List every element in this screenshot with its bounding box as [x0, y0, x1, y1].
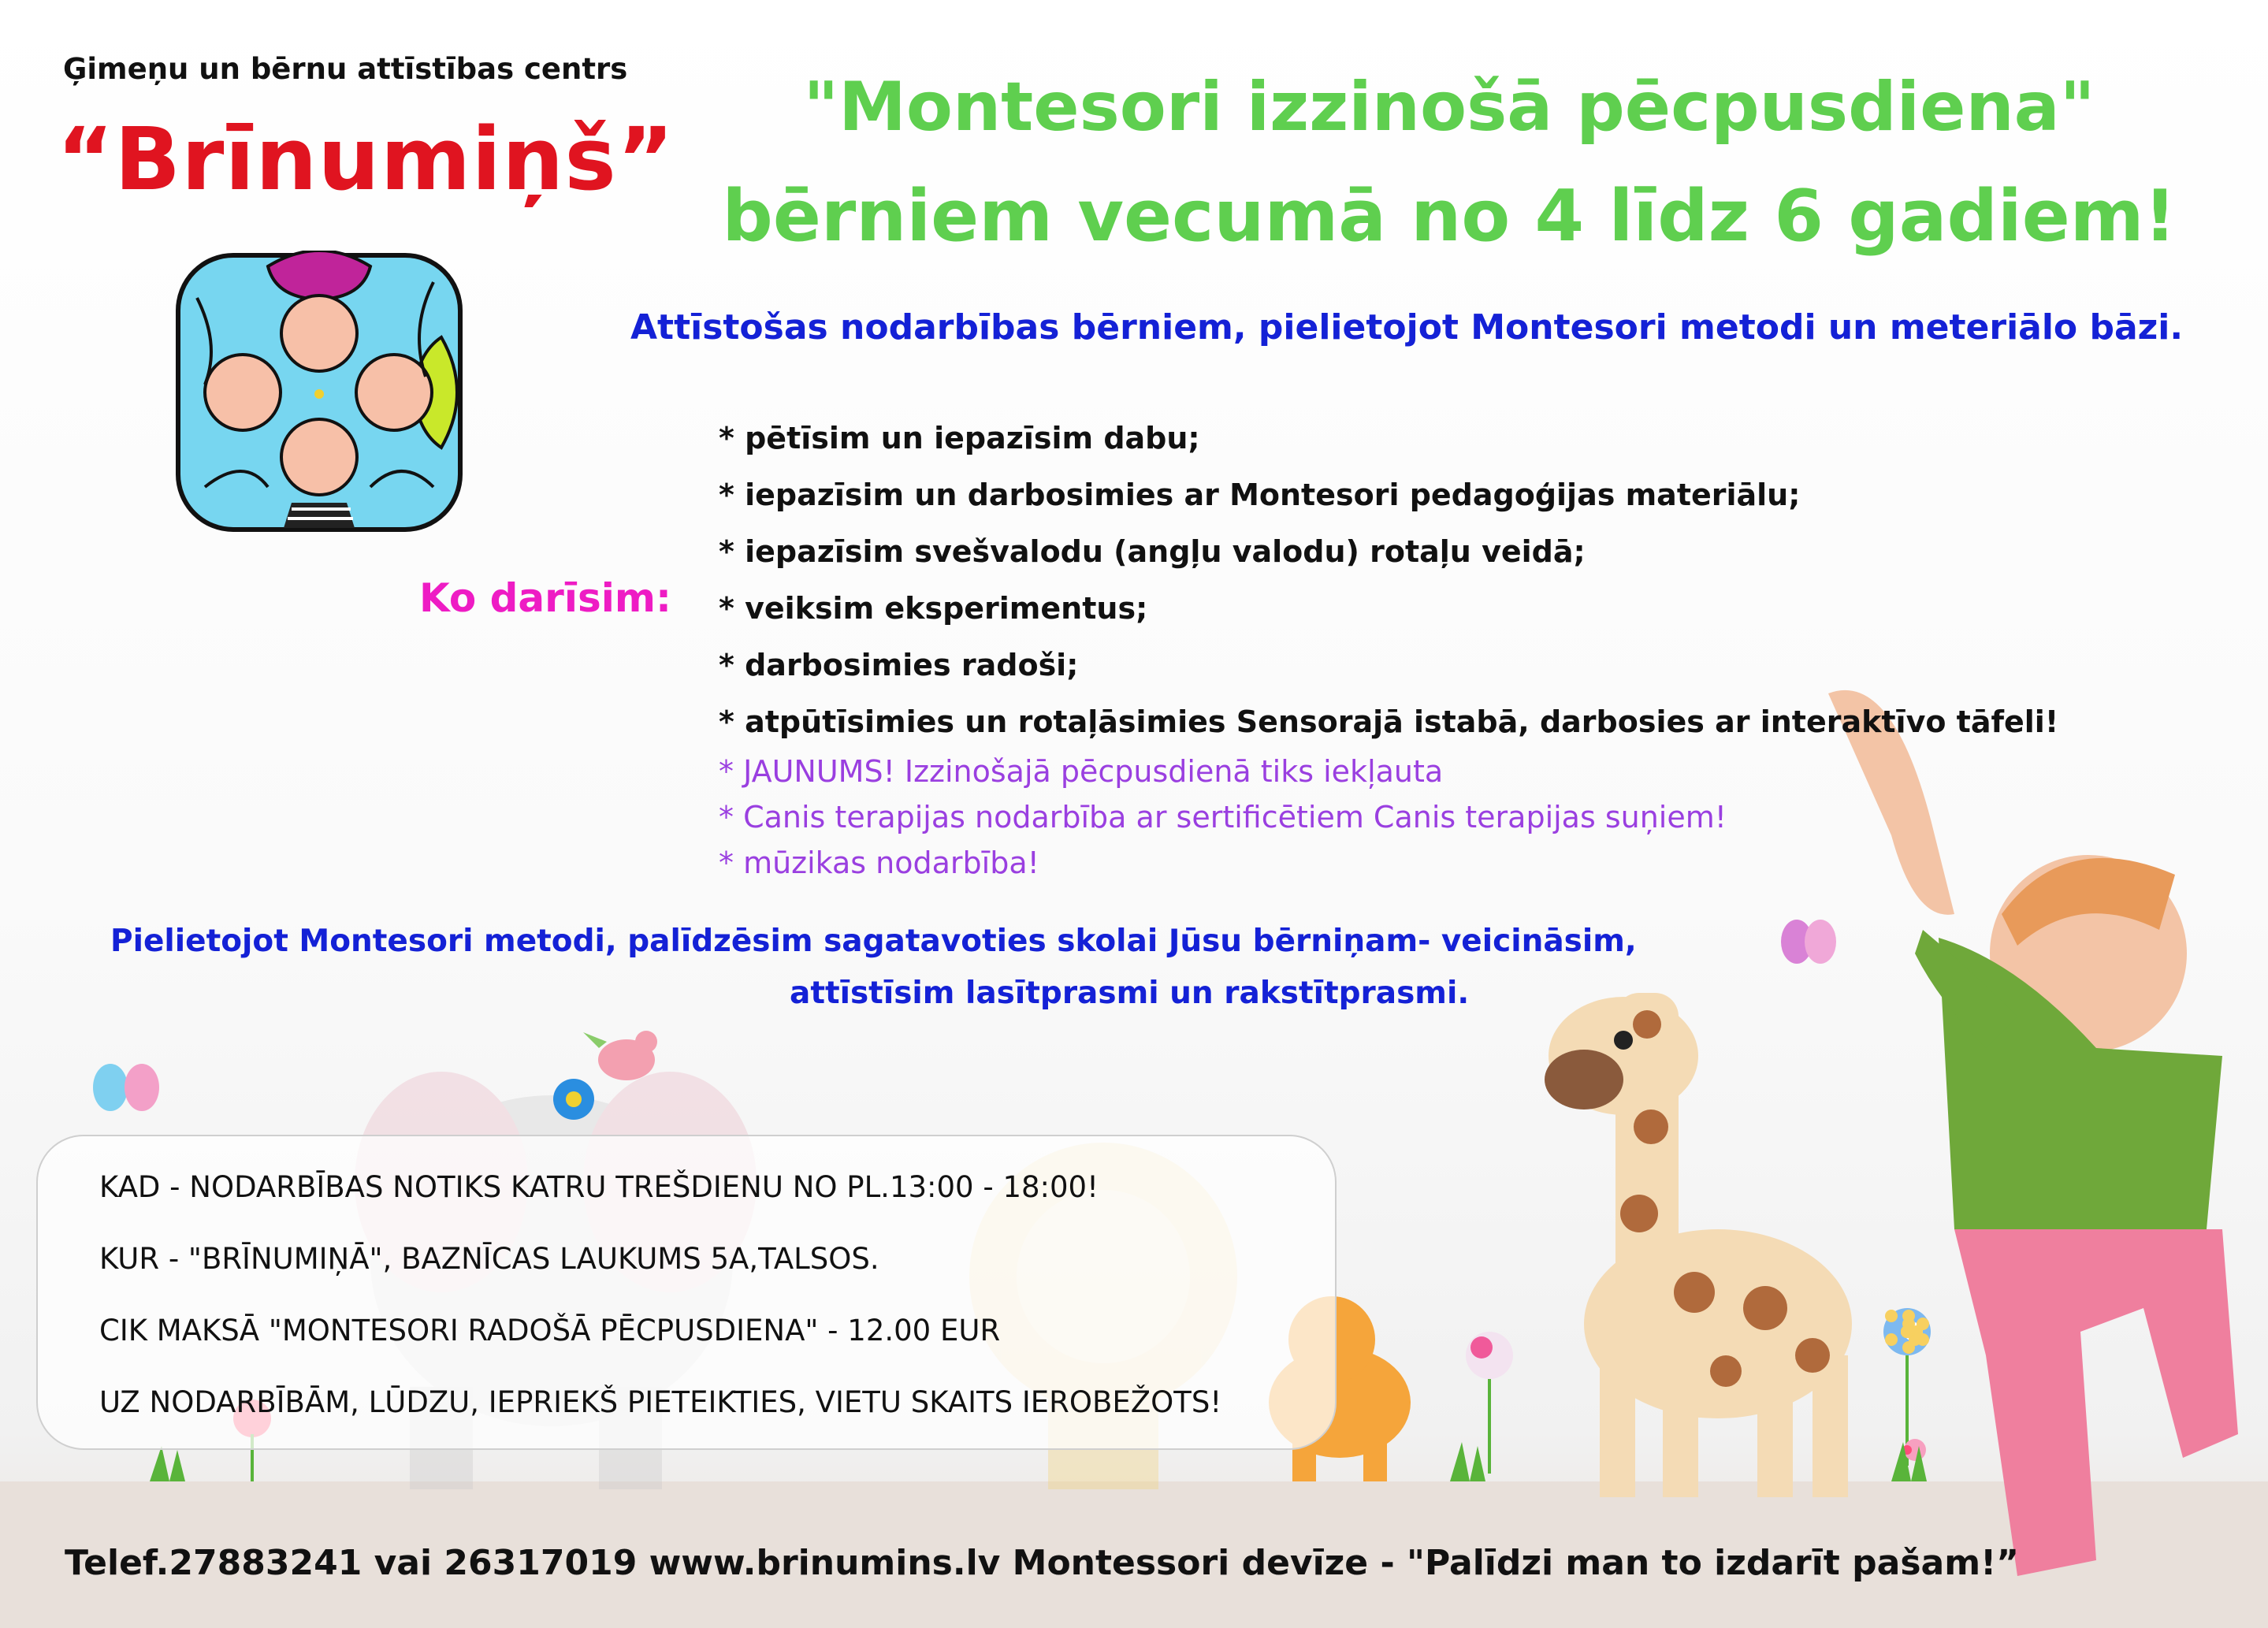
activities-label: Ko darīsim:: [419, 575, 671, 621]
main-title-line2: bērniem vecumā no 4 līdz 6 gadiem!: [722, 175, 2177, 258]
list-item: * mūzikas nodarbība!: [719, 846, 1039, 880]
intro-text: Attīstošas nodarbības bērniem, pielietojot Montesori metodi un meteriālo bāzi.: [630, 307, 2184, 348]
list-item: * iepazīsim un darbosimies ar Montesori pedagoģijas materiālu;: [719, 478, 1801, 512]
list-item: * darbosimies radoši;: [719, 648, 1079, 682]
paragraph-line1: Pielietojot Montesori metodi, palīdzēsim sagatavoties skolai Jūsu bērniņam- veicināsim,: [110, 924, 1637, 959]
logo-children-circle: [173, 251, 465, 534]
child-illustration: [1828, 690, 2238, 1576]
paragraph-line2: attīstīsim lasītprasmi un rakstītprasmi.: [790, 976, 1470, 1011]
main-title-line1: "Montesori izzinošā pēcpusdiena": [803, 68, 2095, 147]
brand-name: “Brīnumiņš”: [57, 109, 675, 210]
info-where: KUR - "BRĪNUMIŅĀ", BAZNĪCAS LAUKUMS 5A,TALSOS.: [99, 1242, 879, 1276]
info-when: KAD - NODARBĪBAS NOTIKS KATRU TREŠDIENU NO PL.13:00 - 18:00!: [99, 1170, 1099, 1204]
list-item: * Canis terapijas nodarbība ar sertificētiem Canis terapijas suņiem!: [719, 800, 1727, 834]
list-item: * veiksim eksperimentus;: [719, 591, 1148, 626]
news-list: [719, 749, 1727, 886]
footer-contact: Telef.27883241 vai 26317019 www.brinumins.lv Montessori devīze - "Palīdzi man to izdarīt pašam!”: [65, 1543, 2020, 1583]
activities-list: [719, 410, 2058, 750]
bird-icon: [583, 1031, 657, 1080]
info-price: CIK MAKSĀ "MONTESORI RADOŠĀ PĒCPUSDIENA" - 12.00 EUR: [99, 1314, 1001, 1347]
list-item: * JAUNUMS! Izzinošajā pēcpusdienā tiks iekļauta: [719, 754, 1444, 789]
list-item: * pētīsim un iepazīsim dabu;: [719, 421, 1200, 455]
list-item: * iepazīsim svešvalodu (angļu valodu) rotaļu veidā;: [719, 534, 1586, 569]
list-item: * atpūtīsimies un rotaļāsimies Sensorajā istabā, darbosies ar interaktīvo tāfeli!: [719, 704, 2059, 739]
info-registration: UZ NODARBĪBĀM, LŪDZU, IEPRIEKŠ PIETEIKTIES, VIETU SKAITS IEROBEŽOTS!: [99, 1385, 1222, 1419]
giraffe-illustration: [1545, 993, 1852, 1497]
brand-subtitle: Ģimeņu un bērnu attīstības centrs: [63, 52, 628, 86]
